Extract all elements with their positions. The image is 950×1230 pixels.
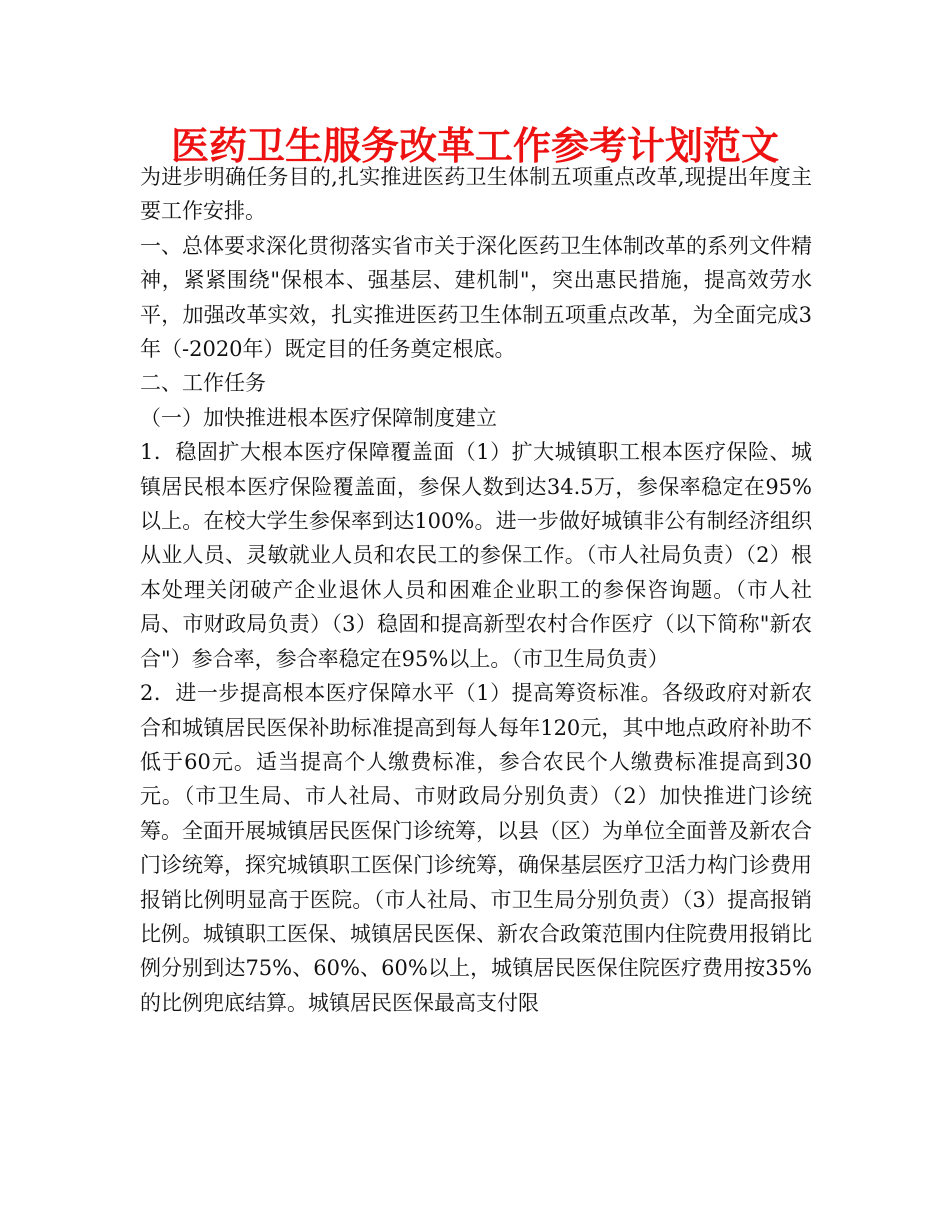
heading-work-tasks: 二、工作任务: [140, 371, 266, 396]
document-body: [140, 160, 812, 1020]
paragraph-item-2: 2．进一步提高根本医疗保障水平（1）提高筹资标准。各级政府对新农合和城镇居民医保补助标准提高到每人每年120元，其中地点政府补助不低于60元。适当提高个人缴费标准，参合农民个人缴费标准提高到30元。（市卫生局、市人社局、市财政局分别负责）（2）加快推进门诊统筹。全面开展城镇居民医保门诊统筹，以县（区）为单位全面普及新农合门诊统筹，探究城镇职工医保门诊统筹，确保基层医疗卫活力构门诊费用报销比例明显高于医院。（市人社局、市卫生局分别负责）（3）提高报销比例。城镇职工医保、城镇居民医保、新农合政策范围内住院费用报销比例分别到达75%、60%、60%以上，城镇居民医保住院医疗费用按35%的比例兜底结算。城镇居民医保最高支付限: [140, 681, 812, 1015]
paragraph-item-1: 1．稳固扩大根本医疗保障覆盖面（1）扩大城镇职工根本医疗保险、城镇居民根本医疗保险覆盖面，参保人数到达34.5万，参保率稳定在95%以上。在校大学生参保率到达100%。进一步做好城镇非公有制经济组织从业人员、灵敏就业人员和农民工的参保工作。（市人社局负责）（2）根本处理关闭破产企业退休人员和困难企业职工的参保咨询题。（市人社局、市财政局负责）（3）稳固和提高新型农村合作医疗（以下简称"新农合"）参合率，参合率稳定在95%以上。（市卫生局负责）: [140, 440, 812, 671]
heading-section-one: （一）加快推进根本医疗保障制度建立: [140, 405, 497, 430]
paragraph-general-requirements: 一、总体要求深化贯彻落实省市关于深化医药卫生体制改革的系列文件精神，紧紧围绕"保根本、强基层、建机制"，突出惠民措施，提高效劳水平，加强改革实效，扎实推进医药卫生体制五项重点改革，为全面完成3年（-2020年）既定目的任务奠定根底。: [140, 233, 812, 362]
paragraph-intro: 为进步明确任务目的,扎实推进医药卫生体制五项重点改革,现提出年度主要工作安排。: [140, 165, 812, 224]
document-title: 医药卫生服务改革工作参考计划范文: [170, 124, 779, 168]
